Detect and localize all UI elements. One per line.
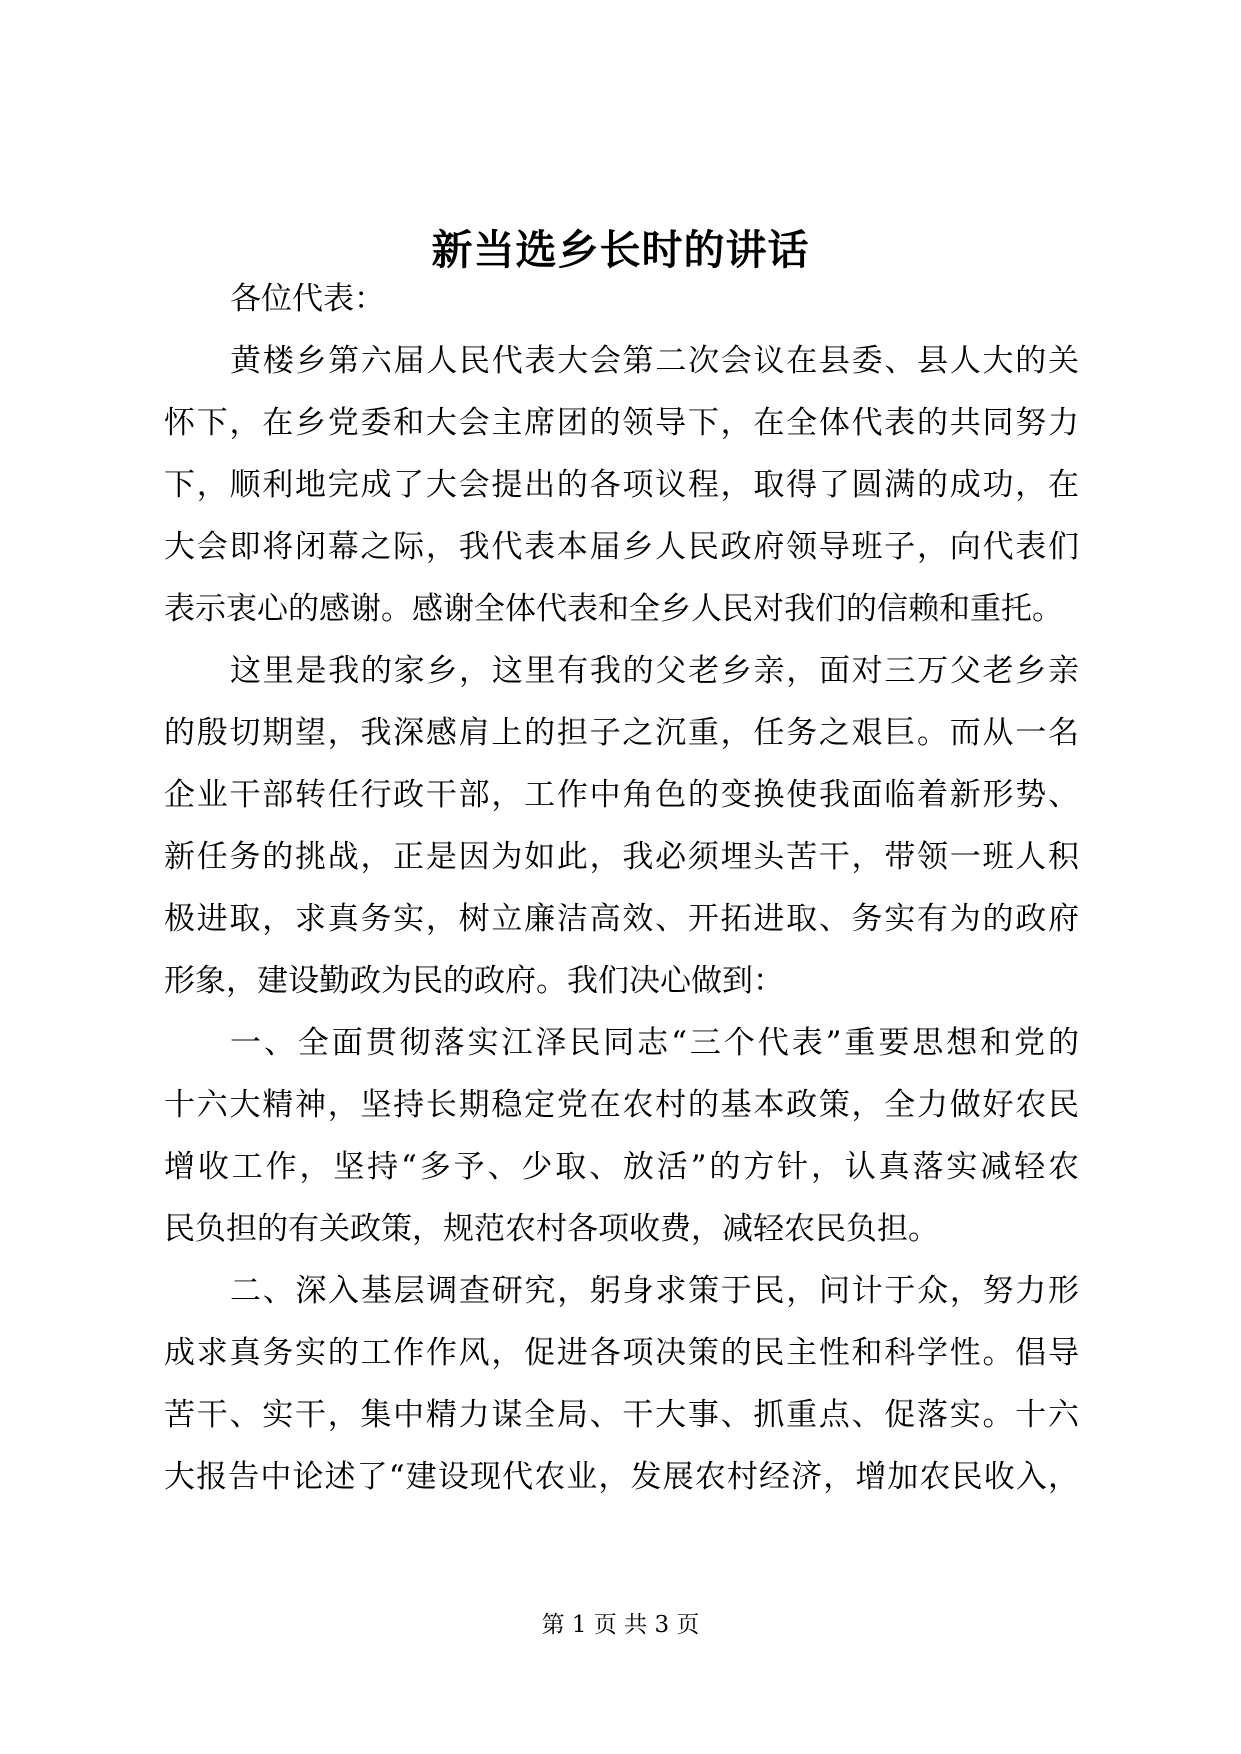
text-line: 苦干、实干，集中精力谋全局、干大事、抓重点、促落实。十六 bbox=[164, 1397, 1079, 1433]
text-line: 大报告中论述了“建设现代农业，发展农村经济，增加农民收入， bbox=[164, 1459, 1079, 1495]
text-line: 新任务的挑战，正是因为如此，我必须埋头苦干，带领一班人积 bbox=[164, 839, 1079, 875]
text-line: 的殷切期望，我深感肩上的担子之沉重，任务之艰巨。而从一名 bbox=[164, 715, 1079, 751]
text-line: 增收工作，坚持“多予、少取、放活”的方针，认真落实减轻农 bbox=[164, 1149, 1079, 1185]
text-line: 下，顺利地完成了大会提出的各项议程，取得了圆满的成功，在 bbox=[164, 467, 1079, 503]
text-line: 一、全面贯彻落实江泽民同志“三个代表”重要思想和党的 bbox=[230, 1025, 1079, 1061]
text-line: 形象，建设勤政为民的政府。我们决心做到： bbox=[164, 963, 784, 999]
text-line: 怀下，在乡党委和大会主席团的领导下，在全体代表的共同努力 bbox=[164, 405, 1079, 441]
text-line: 民负担的有关政策，规范农村各项收费，减轻农民负担。 bbox=[164, 1211, 939, 1247]
text-line: 黄楼乡第六届人民代表大会第二次会议在县委、县人大的关 bbox=[230, 343, 1079, 379]
text-line: 这里是我的家乡，这里有我的父老乡亲，面对三万父老乡亲 bbox=[230, 653, 1079, 689]
text-line: 各位代表： bbox=[230, 281, 385, 317]
text-line: 表示衷心的感谢。感谢全体代表和全乡人民对我们的信赖和重托。 bbox=[164, 591, 1063, 627]
text-line: 十六大精神，坚持长期稳定党在农村的基本政策，全力做好农民 bbox=[164, 1087, 1079, 1123]
document-body bbox=[164, 268, 1079, 1508]
text-line: 成求真务实的工作作风，促进各项决策的民主性和科学性。倡导 bbox=[164, 1335, 1079, 1371]
text-line: 大会即将闭幕之际，我代表本届乡人民政府领导班子，向代表们 bbox=[164, 529, 1079, 565]
text-line: 极进取，求真务实，树立廉洁高效、开拓进取、务实有为的政府 bbox=[164, 901, 1079, 937]
text-line: 二、深入基层调查研究，躬身求策于民，问计于众，努力形 bbox=[230, 1273, 1079, 1309]
text-line: 企业干部转任行政干部，工作中角色的变换使我面临着新形势、 bbox=[164, 777, 1079, 813]
document-title: 新当选乡长时的讲话 bbox=[431, 226, 810, 274]
page-footer: 第 1 页 共 3 页 bbox=[541, 1612, 700, 1638]
